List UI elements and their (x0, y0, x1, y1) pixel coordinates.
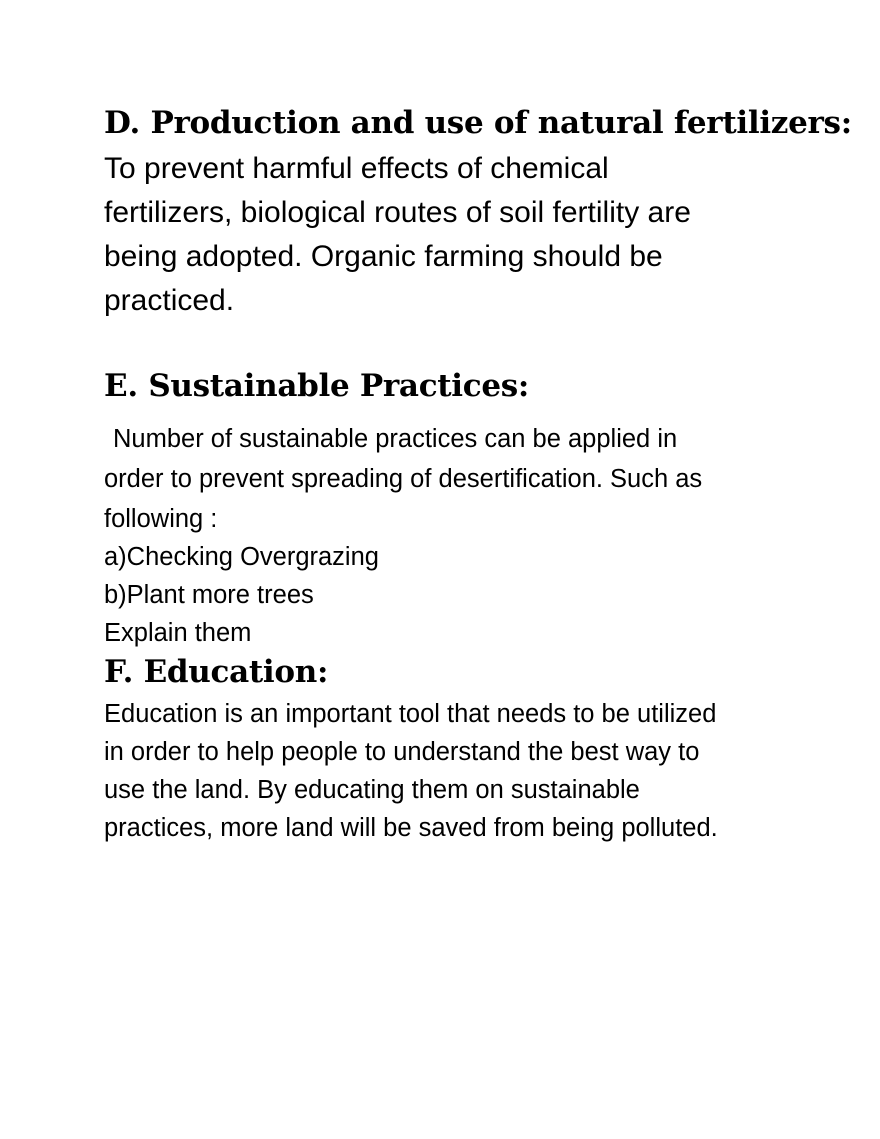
section-f-line: practices, more land will be saved from being polluted. (104, 814, 718, 842)
list-item: a)Checking Overgrazing (104, 543, 379, 571)
section-e-paragraph (104, 420, 702, 652)
section-e-line: order to prevent spreading of desertification. Such as (104, 465, 703, 493)
section-e-line: following : (104, 505, 218, 533)
section-f-heading: F. Education: (104, 654, 329, 690)
section-d-paragraph (104, 147, 691, 323)
section-e-line: Number of sustainable practices can be applied in (113, 425, 678, 453)
section-d-line: practiced. (104, 284, 235, 317)
section-d-line: fertilizers, biological routes of soil fertility are (104, 196, 691, 229)
section-d-line: being adopted. Organic farming should be (104, 240, 663, 273)
section-f-paragraph (104, 695, 718, 847)
section-e-line: Explain them (104, 619, 252, 647)
section-f-line: Education is an important tool that needs to be utilized (104, 700, 717, 728)
section-d-line: To prevent harmful effects of chemical (104, 152, 609, 185)
list-item: b)Plant more trees (104, 581, 314, 609)
section-d-heading: D. Production and use of natural fertilizers: (104, 105, 852, 141)
section-f-line: use the land. By educating them on sustainable (104, 776, 640, 804)
section-f-line: in order to help people to understand the best way to (104, 738, 700, 766)
section-e-heading: E. Sustainable Practices: (104, 368, 530, 404)
